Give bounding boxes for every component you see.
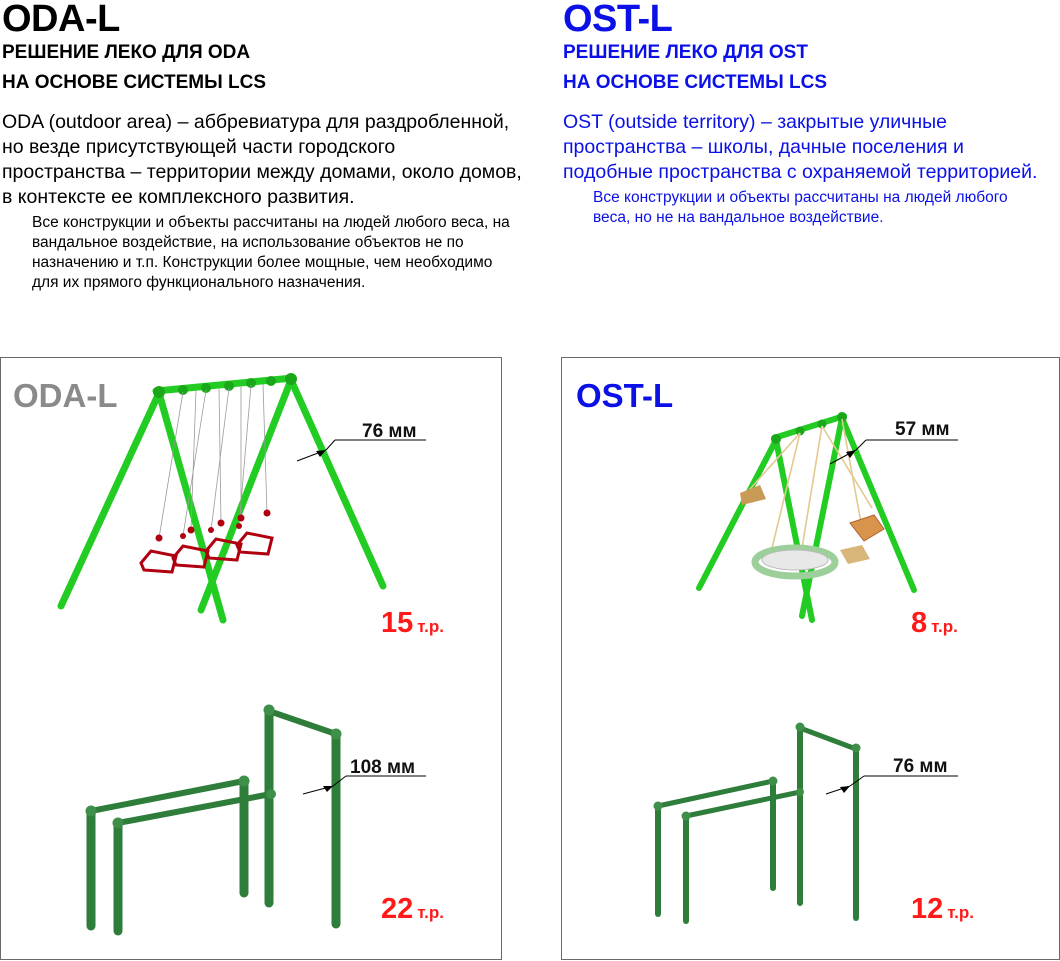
ost-title: OST-L — [563, 0, 673, 40]
oda-swing-frame — [61, 378, 383, 620]
ost-swing-price-value: 8 — [911, 607, 928, 639]
ost-description: OST (outside territory) – закрытые уличные пространства – школы, дачные поселения и подобные пространства с охраняемой территорией. — [563, 111, 1038, 183]
ost-subtitle-line1: РЕШЕНИЕ ЛЕКО ДЛЯ OST — [563, 42, 808, 63]
ost-panel-label: OST-L — [576, 377, 674, 414]
oda-bars-price-value: 22 — [381, 893, 414, 925]
oda-bars-price-unit: т.р. — [417, 903, 444, 922]
ost-bars-price-value: 12 — [911, 893, 944, 925]
ost-text-column — [563, 0, 1043, 228]
ost-bars-price — [911, 893, 974, 926]
ost-bars-dimension: 76 мм — [893, 756, 948, 777]
ost-swing-price-unit: т.р. — [931, 617, 958, 636]
ost-equipment-illustration — [562, 358, 1060, 961]
oda-subtitle-line2: НА ОСНОВЕ СИСТЕМЫ LCS — [2, 72, 267, 93]
oda-title: ODA-L — [2, 0, 120, 40]
oda-swing-price-value: 15 — [381, 607, 414, 639]
oda-subtitle-line1: РЕШЕНИЕ ЛЕКО ДЛЯ ODA — [2, 42, 251, 63]
ost-product-panel — [561, 357, 1060, 960]
oda-bars-price — [381, 893, 444, 926]
oda-note: Все конструкции и объекты рассчитаны на людей любого веса, на вандальное воздействие, на использование объектов не по назначению и т.п. Конструкции более мощные, чем необходимо для их прямого функционального назначения. — [32, 214, 510, 291]
oda-description: ODA (outdoor area) – аббревиатура для раздробленной, но везде присутствующей части городского пространства – территории между домами, около домов, в контексте ее комплексного развития. — [2, 111, 522, 208]
ost-swing-dimension: 57 мм — [895, 419, 950, 440]
oda-text-column — [2, 0, 522, 293]
oda-swing-dimension: 76 мм — [362, 421, 417, 442]
ost-note: Все конструкции и объекты рассчитаны на людей любого веса, но не на вандальное воздействие. — [593, 189, 1008, 226]
oda-swing-price-unit: т.р. — [417, 617, 444, 636]
ost-swing-price — [911, 607, 958, 640]
ost-bars-price-unit: т.р. — [947, 903, 974, 922]
oda-swing-price — [381, 607, 444, 640]
oda-panel-label: ODA-L — [13, 377, 118, 414]
ost-subtitle-line2: НА ОСНОВЕ СИСТЕМЫ LCS — [563, 72, 828, 93]
oda-bars-dimension: 108 мм — [350, 757, 416, 778]
oda-equipment-illustration — [1, 358, 503, 961]
oda-product-panel — [0, 357, 502, 960]
